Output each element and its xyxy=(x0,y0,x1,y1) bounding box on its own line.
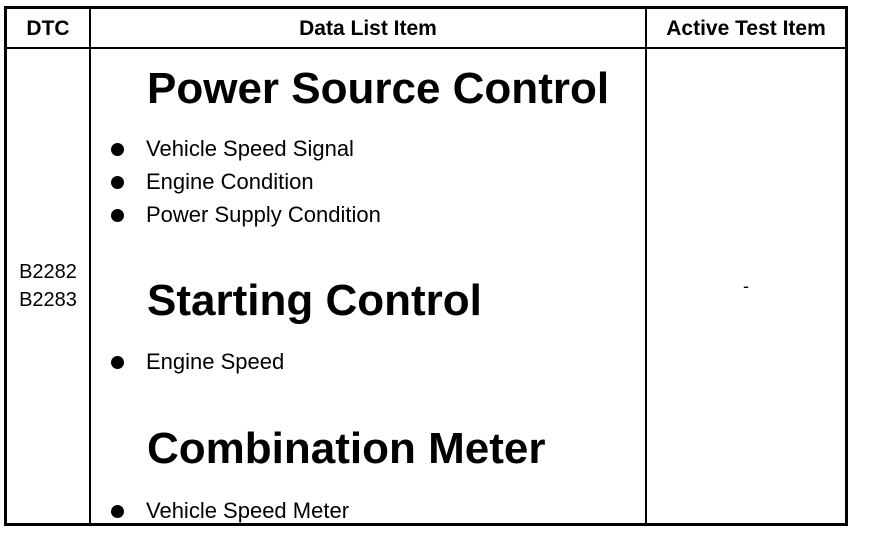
section-title-power-source-control: Power Source Control xyxy=(147,64,610,113)
dtc-code: B2282 xyxy=(19,261,77,283)
column-divider xyxy=(89,9,91,523)
list-item-label: Power Supply Condition xyxy=(146,202,381,227)
bullet-icon xyxy=(111,176,124,189)
list-item xyxy=(111,201,381,229)
bullet-icon xyxy=(111,505,124,518)
list-item-label: Engine Speed xyxy=(146,349,285,374)
bullet-icon xyxy=(111,356,124,369)
section-title-combination-meter: Combination Meter xyxy=(147,424,546,473)
list-item xyxy=(111,348,284,376)
header-dtc: DTC xyxy=(26,17,70,40)
list-item xyxy=(111,135,354,163)
list-item-label: Vehicle Speed Meter xyxy=(146,498,350,523)
list-item-label: Engine Condition xyxy=(146,169,314,194)
dtc-table xyxy=(4,6,848,526)
active-test-value: - xyxy=(743,275,749,296)
section-title-starting-control: Starting Control xyxy=(147,276,482,325)
header-data-list-item: Data List Item xyxy=(299,17,437,40)
dtc-code: B2283 xyxy=(19,289,77,311)
bullet-icon xyxy=(111,143,124,156)
bullet-icon xyxy=(111,209,124,222)
active-test-cell xyxy=(647,49,845,523)
header-active-test-item: Active Test Item xyxy=(666,17,826,40)
list-item xyxy=(111,168,314,196)
list-item-label: Vehicle Speed Signal xyxy=(146,136,354,161)
dtc-cell xyxy=(7,49,89,523)
list-item xyxy=(111,497,349,525)
